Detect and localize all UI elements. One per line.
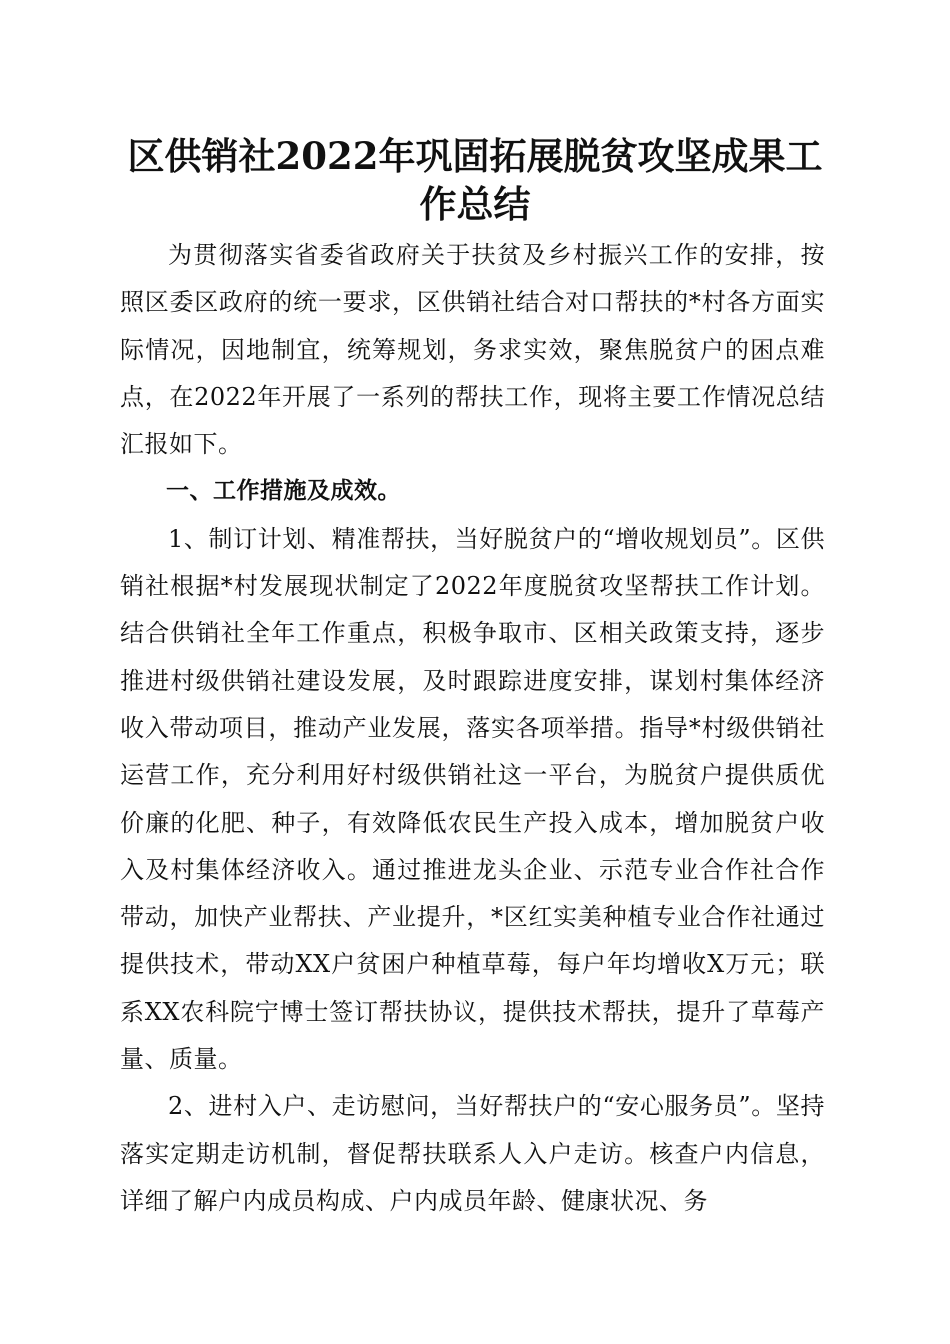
item-paragraph-1: 1、制订计划、精准帮扶，当好脱贫户的“增收规划员”。区供销社根据*村发展现状制定了2022年度脱贫攻坚帮扶工作计划。结合供销社全年工作重点，积极争取市、区相关政策支持，逐步推进村级供销社建设发展，及时跟踪进度安排，谋划村集体经济收入带动项目，推动产业发展，落实各项举措。指导*村级供销社运营工作，充分利用好村级供销社这一平台，为脱贫户提供质优价廉的化肥、种子，有效降低农民生产投入成本，增加脱贫户收入及村集体经济收入。通过推进龙头企业、示范专业合作社合作带动，加快产业帮扶、产业提升，*区红实美种植专业合作社通过提供技术，带动XX户贫困户种植草莓，每户年均增收X万元；联系XX农科院宁博士签订帮扶协议，提供技术帮扶，提升了草莓产量、质量。 xyxy=(120,524,825,1074)
document-body xyxy=(120,232,825,1225)
item-paragraph-2: 2、进村入户、走访慰问，当好帮扶户的“安心服务员”。坚持落实定期走访机制，督促帮扶联系人入户走访。核查户内信息，详细了解户内成员构成、户内成员年龄、健康状况、务 xyxy=(120,1092,825,1215)
intro-paragraph: 为贯彻落实省委省政府关于扶贫及乡村振兴工作的安排，按照区委区政府的统一要求，区供销社结合对口帮扶的*村各方面实际情况，因地制宜，统筹规划，务求实效，聚焦脱贫户的困点难点，在2022年开展了一系列的帮扶工作，现将主要工作情况总结汇报如下。 xyxy=(120,241,825,459)
section-heading: 一、工作措施及成效。 xyxy=(166,478,401,505)
document-title: 区供销社2022年巩固拓展脱贫攻坚成果工作总结 xyxy=(127,134,823,226)
